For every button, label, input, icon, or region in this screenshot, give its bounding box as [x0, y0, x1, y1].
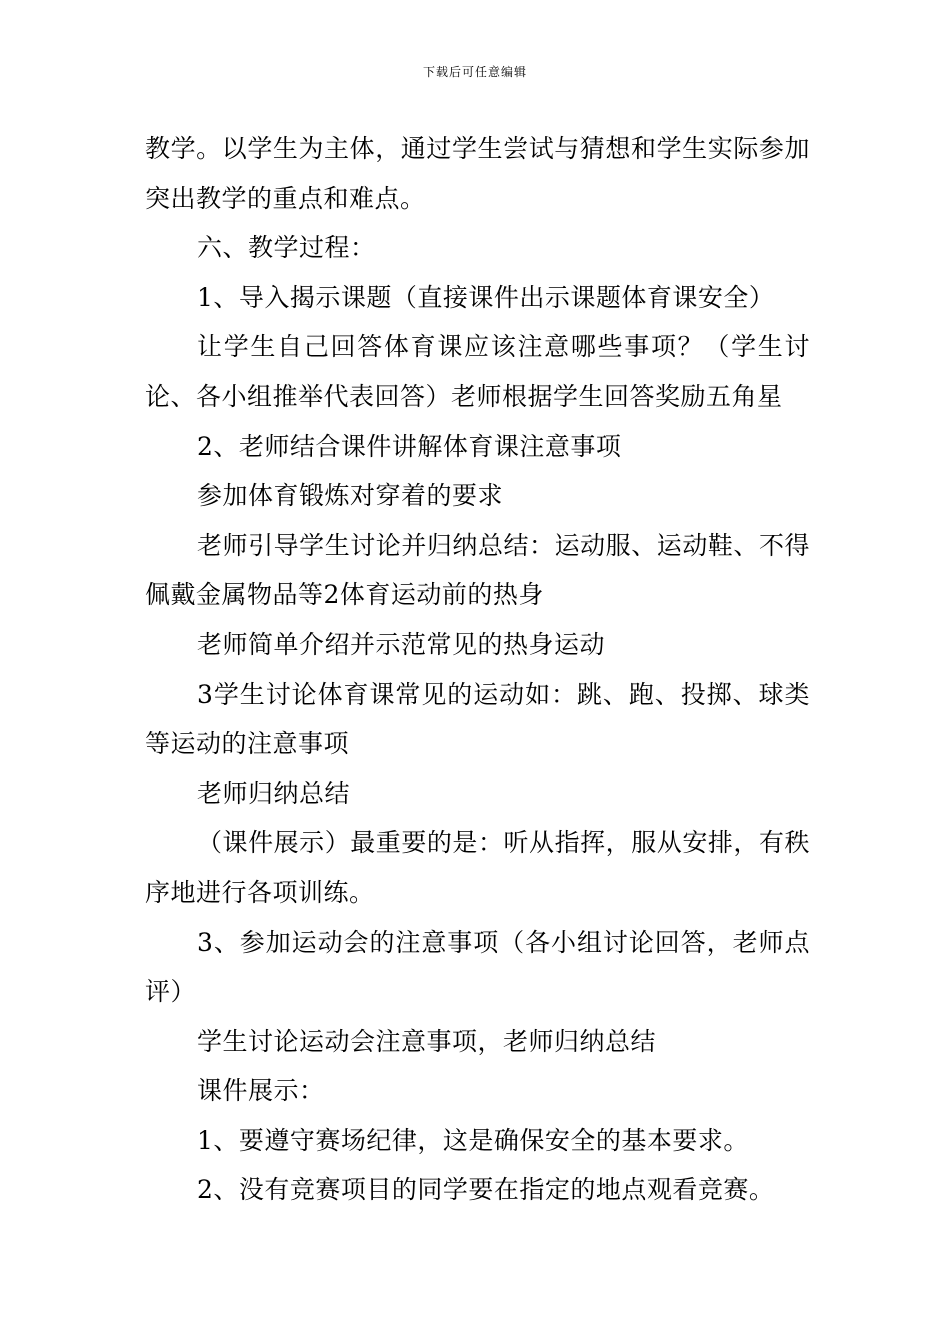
paragraph: 老师归纳总结 [197, 778, 351, 808]
paragraph: （课件展示）最重要的是：听从指挥，服从安排，有秩序地进行各项训练。 [145, 828, 810, 907]
document-body [145, 124, 810, 1215]
paragraph: 参加体育锻炼对穿着的要求 [197, 481, 504, 511]
paragraph: 3、参加运动会的注意事项（各小组讨论回答，老师点评） [145, 927, 810, 1007]
paragraph: 2、老师结合课件讲解体育课注意事项 [197, 431, 622, 461]
paragraph: 六、教学过程： [197, 233, 376, 263]
paragraph: 老师简单介绍并示范常见的热身运动 [197, 629, 606, 659]
paragraph: 3学生讨论体育课常见的运动如：跳、跑、投掷、球类等运动的注意事项 [145, 679, 810, 759]
paragraph: 1、导入揭示课题（直接课件出示课题体育课安全） [197, 282, 775, 312]
header-note: 下载后可任意编辑 [422, 65, 527, 79]
paragraph: 课件展示： [197, 1076, 325, 1106]
paragraph: 教学。以学生为主体，通过学生尝试与猜想和学生实际参加突出教学的重点和难点。 [145, 134, 810, 213]
paragraph: 2、没有竞赛项目的同学要在指定的地点观看竞赛。 [197, 1175, 775, 1205]
paragraph: 让学生自己回答体育课应该注意哪些事项？（学生讨论、各小组推举代表回答）老师根据学生回答奖励五角星 [145, 332, 810, 411]
paragraph: 老师引导学生讨论并归纳总结：运动服、运动鞋、不得佩戴金属物品等2体育运动前的热身 [145, 530, 810, 610]
paragraph: 1、要遵守赛场纪律，这是确保安全的基本要求。 [197, 1125, 749, 1155]
paragraph: 学生讨论运动会注意事项，老师归纳总结 [197, 1026, 657, 1056]
